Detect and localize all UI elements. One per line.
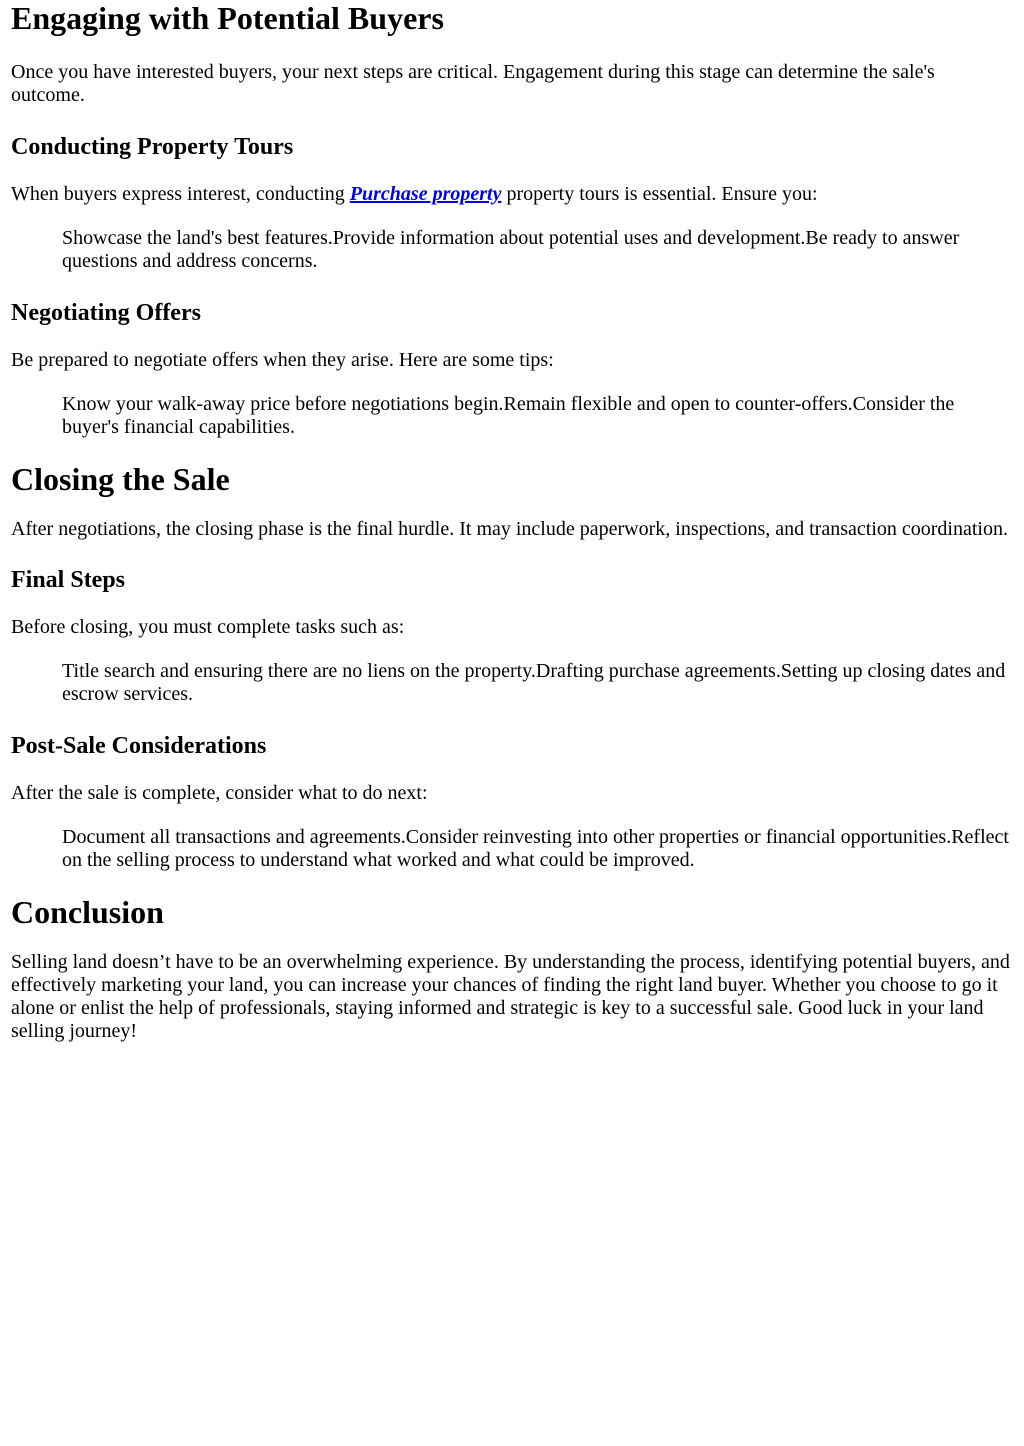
heading-post-sale: Post-Sale Considerations bbox=[11, 733, 267, 759]
blockquote-post-sale-list: Document all transactions and agreements.Consider reinvesting into other properties or financial opportunities.Reflect on the selling process to understand what worked and what could be improved. bbox=[62, 826, 1009, 871]
heading-negotiating-offers: Negotiating Offers bbox=[11, 300, 201, 326]
paragraph-closing-intro: After negotiations, the closing phase is the final hurdle. It may include paperwork, inspections, and transaction coordination. bbox=[11, 518, 1008, 540]
heading-engaging: Engaging with Potential Buyers bbox=[11, 0, 444, 36]
blockquote-negotiating-list: Know your walk-away price before negotiations begin.Remain flexible and open to counter-offers.Consider the buyer's financial capabilities. bbox=[62, 393, 955, 438]
paragraph-post-sale-intro: After the sale is complete, consider what to do next: bbox=[11, 782, 428, 804]
purchase-property-link[interactable]: Purchase property bbox=[349, 183, 502, 205]
paragraph-tours-intro bbox=[11, 183, 1013, 206]
paragraph-negotiating-intro: Be prepared to negotiate offers when they arise. Here are some tips: bbox=[11, 349, 554, 371]
tours-text-before: When buyers express interest, conducting bbox=[11, 183, 350, 205]
paragraph-engaging-intro: Once you have interested buyers, your next steps are critical. Engagement during this stage can determine the sale's outcome. bbox=[11, 61, 935, 106]
blockquote-tours-list: Showcase the land's best features.Provide information about potential uses and development.Be ready to answer questions and address concerns. bbox=[62, 227, 960, 272]
paragraph-conclusion: Selling land doesn’t have to be an overwhelming experience. By understanding the process, identifying potential buyers, and effectively marketing your land, you can increase your chances of finding the right land buyer. Whether you choose to go it alone or enlist the help of professionals, staying informed and strategic is key to a successful sale. Good luck in your land selling journey! bbox=[11, 951, 1010, 1042]
heading-conclusion: Conclusion bbox=[11, 894, 164, 930]
heading-final-steps: Final Steps bbox=[11, 567, 126, 593]
tours-text-after: property tours is essential. Ensure you: bbox=[501, 183, 818, 205]
heading-property-tours: Conducting Property Tours bbox=[11, 134, 294, 160]
blockquote-final-steps-list: Title search and ensuring there are no liens on the property.Drafting purchase agreements.Setting up closing dates and escrow services. bbox=[62, 660, 1006, 705]
heading-closing: Closing the Sale bbox=[11, 461, 230, 497]
paragraph-final-steps-intro: Before closing, you must complete tasks such as: bbox=[11, 616, 405, 638]
